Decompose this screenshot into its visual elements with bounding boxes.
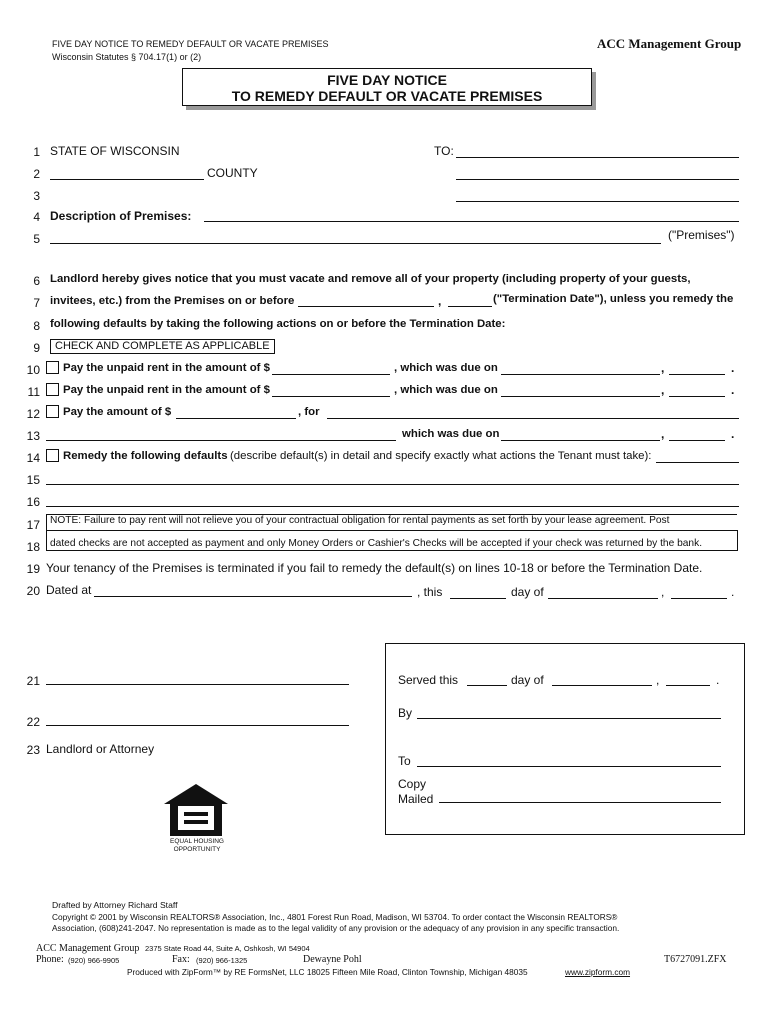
footer-address: 2375 State Road 44, Suite A, Oshkosh, WI 54904 — [145, 944, 310, 953]
tenancy-terminated-text: Your tenancy of the Premises is terminated if you fail to remedy the default(s) on lines 10-18 or before the Termination Date. — [46, 561, 703, 575]
phone-number: (920) 966-9905 — [68, 956, 120, 965]
notice-paragraph-7c: ("Termination Date"), unless you remedy the — [493, 293, 734, 305]
copyright-line-1: Copyright © 2001 by Wisconsin REALTORS® Association, Inc., 4801 Forest Run Road, Madison, WI 53704. To order contact the Wisconsin REALTORS® — [52, 912, 618, 922]
line-number: 9 — [33, 341, 40, 355]
pay-amount-label: Pay the amount of $ — [63, 406, 172, 418]
remedy-field-3[interactable] — [46, 506, 739, 507]
line-number: 21 — [26, 674, 40, 688]
pay-amount-field[interactable] — [176, 418, 296, 419]
unpaid-rent-label-2: Pay the unpaid rent in the amount of $ — [63, 384, 270, 396]
period: . — [731, 361, 735, 375]
notice-paragraph-8: following defaults by taking the following actions on or before the Termination Date: — [50, 318, 506, 330]
signature-field-2[interactable] — [46, 725, 349, 726]
line-number: 4 — [33, 210, 40, 224]
description-field-2[interactable] — [50, 243, 661, 244]
line-number: 14 — [26, 451, 40, 465]
equal-housing-icon — [162, 782, 230, 838]
fax-label: Fax: — [172, 954, 190, 965]
due-year-field-1[interactable] — [669, 374, 725, 375]
comma: , — [438, 294, 442, 308]
line-number: 19 — [26, 562, 40, 576]
title-line-1: FIVE DAY NOTICE — [327, 72, 447, 88]
period: . — [731, 585, 735, 599]
company-name: ACC Management Group — [597, 36, 742, 51]
form-title — [182, 68, 592, 106]
served-by-field[interactable] — [417, 718, 721, 719]
dated-month-field[interactable] — [548, 598, 658, 599]
zipform-link[interactable]: www.zipform.com — [565, 967, 631, 977]
remedy-defaults-instructions: (describe default(s) in detail and specify exactly what actions the Tenant must take): — [230, 450, 652, 462]
comma: , — [661, 585, 665, 599]
line-number: 1 — [33, 145, 40, 159]
notice-paragraph-7a: invitees, etc.) from the Premises on or before — [50, 295, 295, 307]
unpaid-rent-amount-2[interactable] — [272, 396, 390, 397]
eho-line-1: EQUAL HOUSING — [170, 838, 224, 845]
title-line-2: TO REMEDY DEFAULT OR VACATE PREMISES — [231, 88, 543, 104]
line-number: 12 — [26, 407, 40, 421]
notice-paragraph-6: Landlord hereby gives notice that you must vacate and remove all of your property (including property of your guests, — [50, 273, 691, 285]
description-label: Description of Premises: — [50, 209, 192, 223]
period: . — [716, 673, 720, 687]
served-year-field[interactable] — [666, 685, 710, 686]
remedy-defaults-checkbox[interactable] — [46, 449, 59, 462]
line-number: 5 — [33, 232, 40, 246]
service-box — [385, 643, 745, 835]
due-on-label-2: , which was due on — [394, 384, 498, 396]
served-month-field[interactable] — [552, 685, 652, 686]
to-field-1[interactable] — [456, 157, 739, 158]
line-number: 13 — [26, 429, 40, 443]
signature-field-1[interactable] — [46, 684, 349, 685]
comma: , — [661, 361, 665, 375]
comma: , — [661, 383, 665, 397]
dated-day-field[interactable] — [450, 598, 506, 599]
line-number: 10 — [26, 363, 40, 377]
line-number: 11 — [27, 385, 40, 399]
due-on-label-1: , which was due on — [394, 362, 498, 374]
comma: , — [656, 673, 660, 687]
dated-at-label: Dated at — [46, 583, 92, 597]
line-number: 7 — [33, 296, 40, 310]
state-label: STATE OF WISCONSIN — [50, 144, 180, 158]
this-label: , this — [417, 585, 443, 599]
copy-label: Copy — [398, 777, 427, 791]
served-day-field[interactable] — [467, 685, 507, 686]
to-field-3[interactable] — [456, 201, 739, 202]
unpaid-rent-label-1: Pay the unpaid rent in the amount of $ — [63, 362, 270, 374]
line-number: 8 — [33, 319, 40, 333]
dated-year-field[interactable] — [671, 598, 727, 599]
form-code: T6727091.ZFX — [664, 954, 727, 965]
pay-amount-checkbox[interactable] — [46, 405, 59, 418]
footer-company: ACC Management Group — [36, 943, 140, 954]
copyright-line-2: Association, (608)241-2047. No representation is made as to the legal validity of any provision or the adequacy of any provision in any specific transaction. — [52, 923, 620, 933]
check-applicable-label: CHECK AND COMPLETE AS APPLICABLE — [50, 339, 275, 354]
premises-label: ("Premises") — [668, 228, 735, 242]
remedy-defaults-label: Remedy the following defaults — [63, 450, 228, 462]
note-text-1: NOTE: Failure to pay rent will not relieve you of your contractual obligation for rental payments as set forth by your lease agreement. Post — [50, 515, 670, 526]
line-number: 2 — [33, 167, 40, 181]
due-date-field-1[interactable] — [501, 374, 660, 375]
eho-line-2: OPPORTUNITY — [173, 846, 221, 853]
line-number: 3 — [33, 189, 40, 203]
phone-label: Phone: — [36, 954, 64, 965]
pay-for-field[interactable] — [327, 418, 739, 419]
due-year-field-2[interactable] — [669, 396, 725, 397]
comma: , — [661, 427, 665, 441]
line-number: 23 — [26, 743, 40, 757]
description-field[interactable] — [204, 221, 739, 222]
line-number: 22 — [26, 715, 40, 729]
due-on-label-3: which was due on — [402, 428, 500, 440]
unpaid-rent-checkbox-2[interactable] — [46, 383, 59, 396]
served-to-label: To — [398, 754, 411, 768]
landlord-attorney-label: Landlord or Attorney — [46, 742, 155, 756]
line-number: 17 — [26, 518, 40, 532]
period: . — [731, 383, 735, 397]
to-label: TO: — [434, 144, 454, 158]
due-date-field-2[interactable] — [501, 396, 660, 397]
note-text-2: dated checks are not accepted as payment and only Money Orders or Cashier's Checks will be accepted if your check was returned by the bank. — [50, 538, 703, 549]
period: . — [731, 427, 735, 441]
pay-for-field-2[interactable] — [46, 440, 396, 441]
line-number: 16 — [26, 495, 40, 509]
mailed-field[interactable] — [439, 802, 721, 803]
dated-at-field[interactable] — [94, 596, 412, 597]
equal-housing-text — [160, 838, 234, 854]
produced-with: Produced with ZipForm™ by RE FormsNet, LLC 18025 Fifteen Mile Road, Clinton Township, Michigan 48035 — [127, 967, 528, 977]
line-number: 20 — [26, 584, 40, 598]
mailed-label: Mailed — [398, 792, 434, 806]
line-number: 6 — [33, 274, 40, 288]
served-this-label: Served this — [398, 673, 459, 687]
termination-year-field[interactable] — [448, 306, 492, 307]
remedy-field-1[interactable] — [656, 462, 739, 463]
due-year-field-3[interactable] — [669, 440, 725, 441]
served-to-field[interactable] — [417, 766, 721, 767]
line-number: 15 — [26, 473, 40, 487]
county-label: COUNTY — [207, 166, 258, 180]
day-of-label: day of — [511, 585, 544, 599]
unpaid-rent-amount-1[interactable] — [272, 374, 390, 375]
contact-name: Dewayne Pohl — [303, 954, 362, 965]
form-name: FIVE DAY NOTICE TO REMEDY DEFAULT OR VACATE PREMISES — [52, 39, 329, 49]
served-day-of-label: day of — [511, 673, 544, 687]
statute-reference: Wisconsin Statutes § 704.17(1) or (2) — [52, 52, 202, 62]
county-field[interactable] — [50, 179, 204, 180]
for-label: , for — [298, 406, 320, 418]
termination-date-field[interactable] — [298, 306, 434, 307]
unpaid-rent-checkbox-1[interactable] — [46, 361, 59, 374]
fax-number: (920) 966-1325 — [196, 956, 248, 965]
by-label: By — [398, 706, 413, 720]
due-date-field-3[interactable] — [501, 440, 660, 441]
drafted-by: Drafted by Attorney Richard Staff — [52, 900, 178, 910]
remedy-field-2[interactable] — [46, 484, 739, 485]
line-number: 18 — [26, 540, 40, 554]
to-field-2[interactable] — [456, 179, 739, 180]
